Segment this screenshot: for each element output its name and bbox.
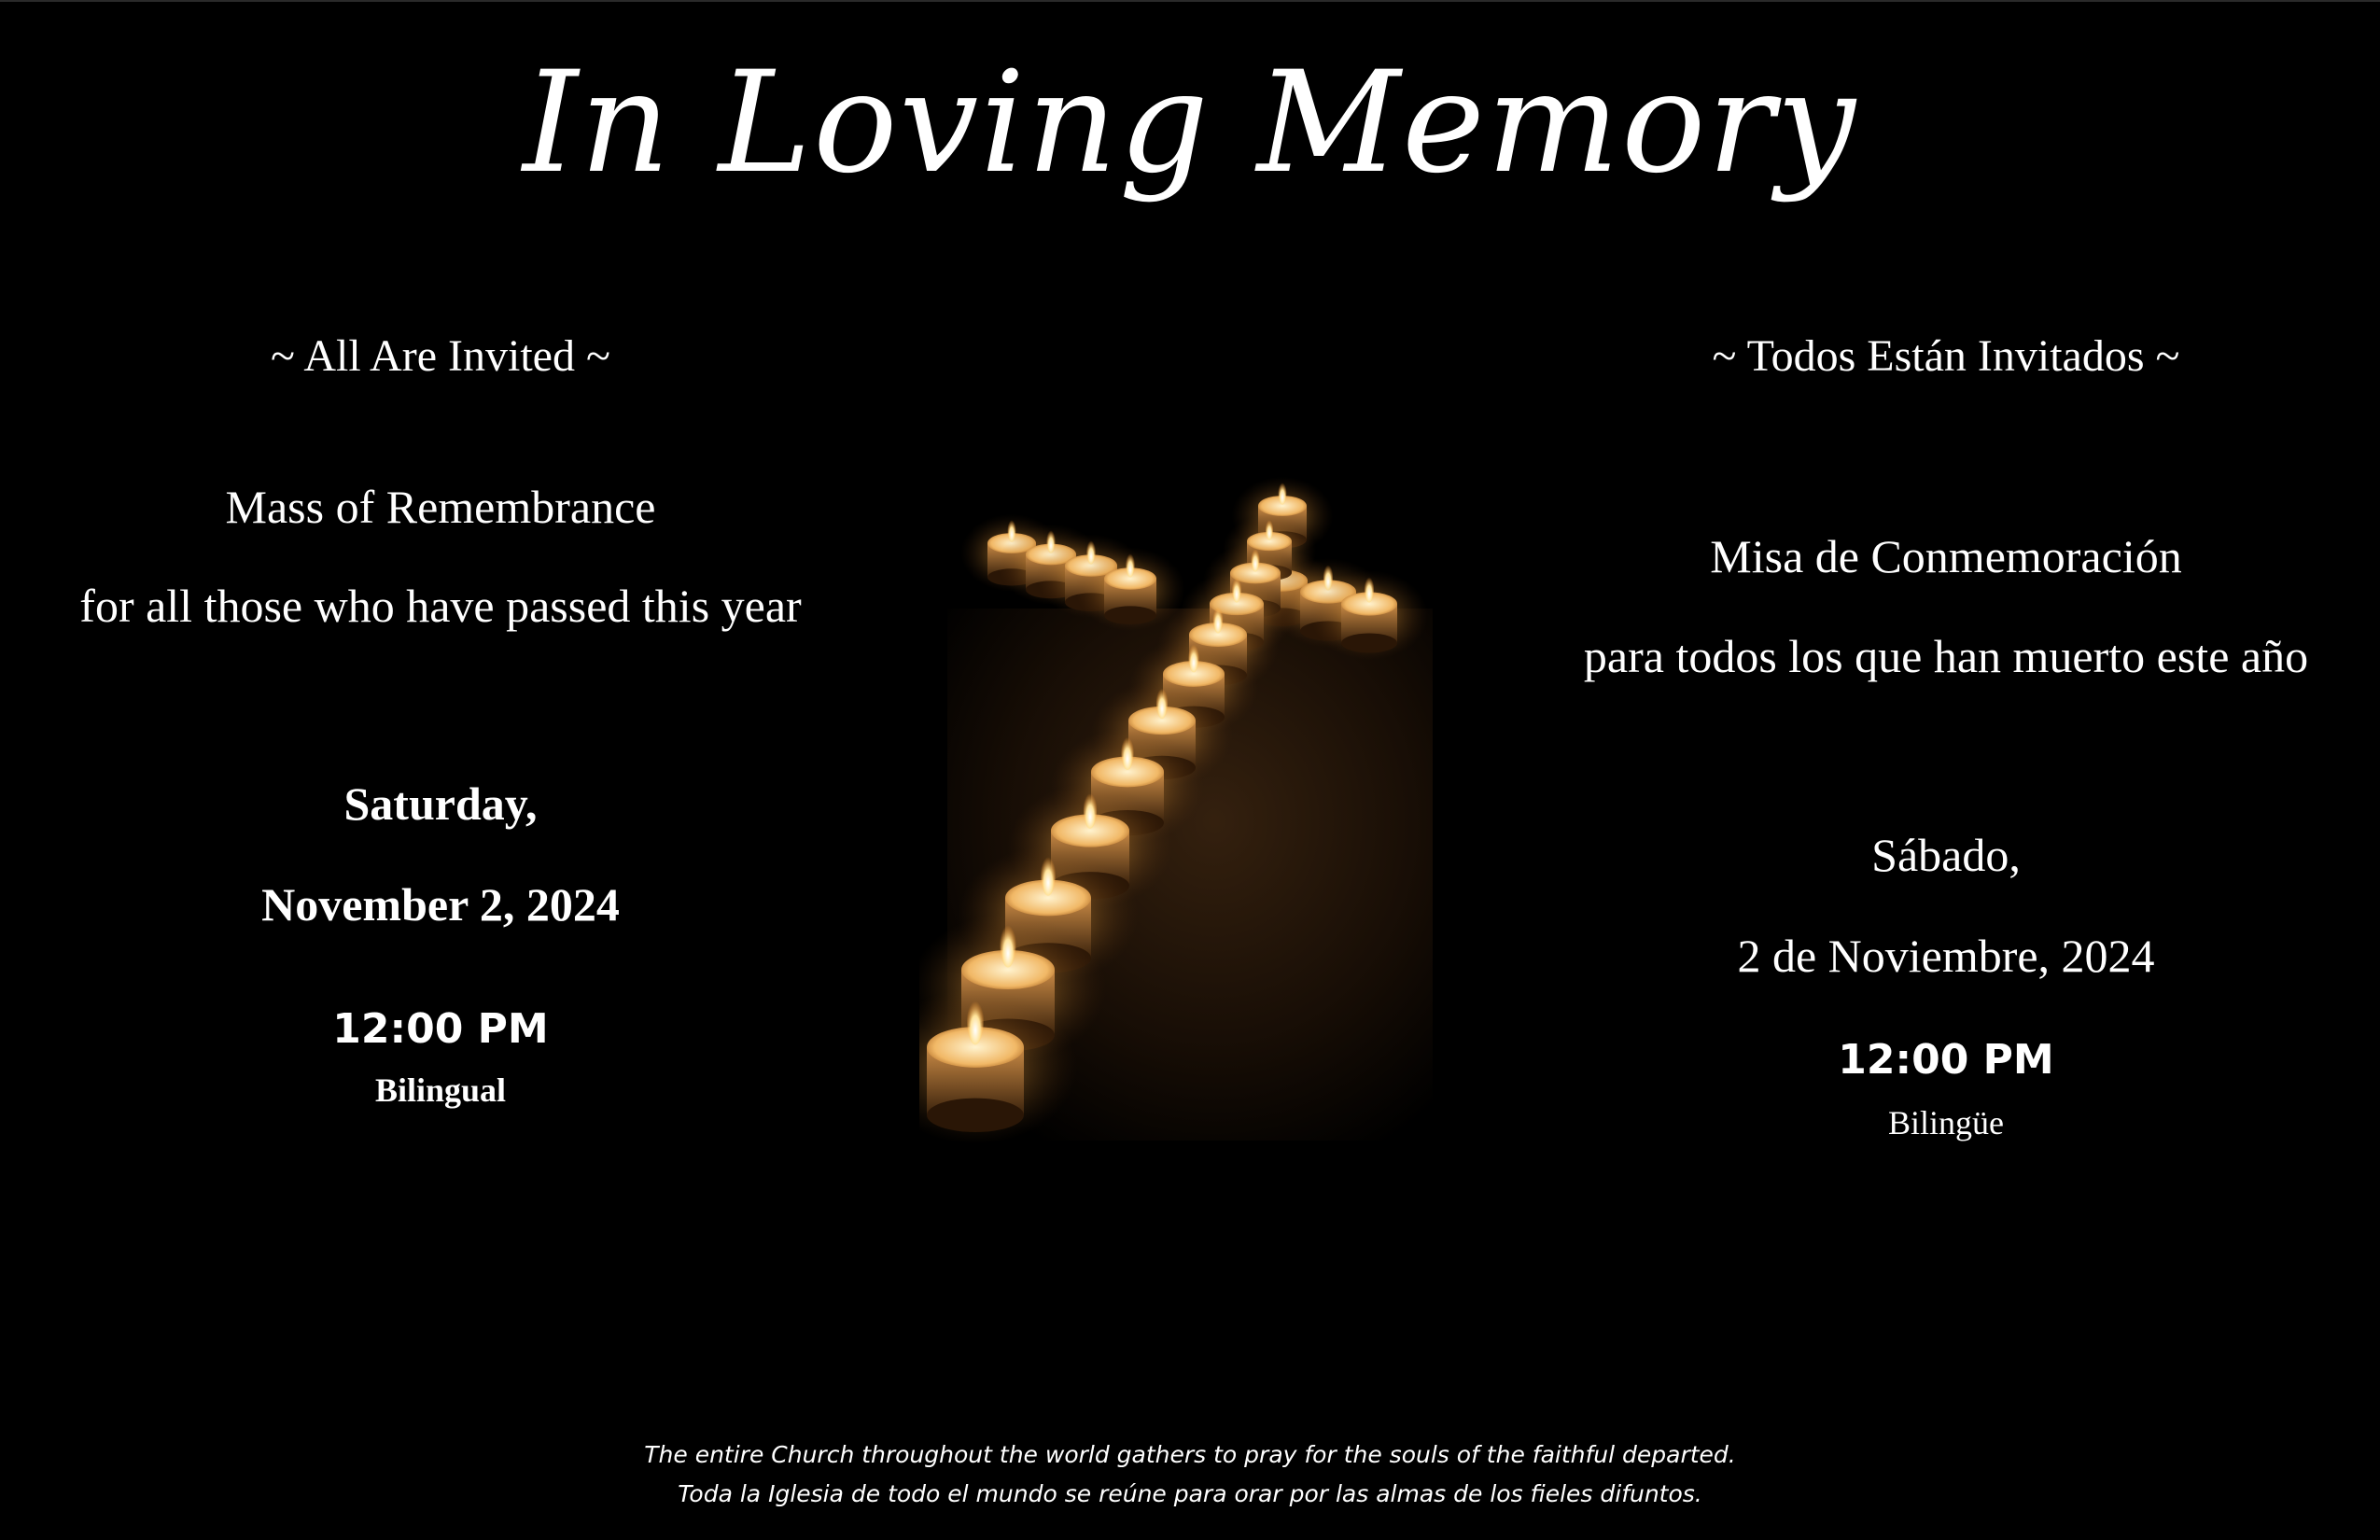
time-es: 12:00 PM (1838, 1036, 2054, 1084)
candle-4 (1075, 547, 1185, 631)
mass-title-es: Misa de Conmemoración (1710, 530, 2182, 582)
footer-english: The entire Church throughout the world gathers to pray for the souls of the faithful departed. (644, 1441, 1736, 1468)
date-en: November 2, 2024 (261, 878, 620, 931)
day-en: Saturday, (343, 777, 538, 830)
invite-heading-en: ~ All Are Invited ~ (271, 331, 610, 381)
language-en: Bilingual (374, 1071, 507, 1109)
candle-7 (1310, 570, 1428, 660)
mass-title-en: Mass of Remembrance (225, 481, 656, 533)
language-es: Bilingüe (1888, 1104, 2004, 1141)
invite-heading-es: ~ Todos Están Invitados ~ (1712, 331, 2180, 381)
time-en: 12:00 PM (332, 1005, 549, 1053)
mass-subtitle-es: para todos los que han muerto este año (1583, 630, 2309, 682)
mass-subtitle-en: for all those who have passed this year (79, 580, 802, 632)
footer-spanish: Toda la Iglesia de todo el mundo se reúne para orar por las almas de los fieles difuntos. (678, 1480, 1702, 1507)
date-es: 2 de Noviembre, 2024 (1737, 930, 2155, 982)
day-es: Sábado, (1871, 829, 2021, 881)
candle-cross-photo (919, 413, 1433, 1150)
page-title: In Loving Memory (523, 42, 1857, 204)
